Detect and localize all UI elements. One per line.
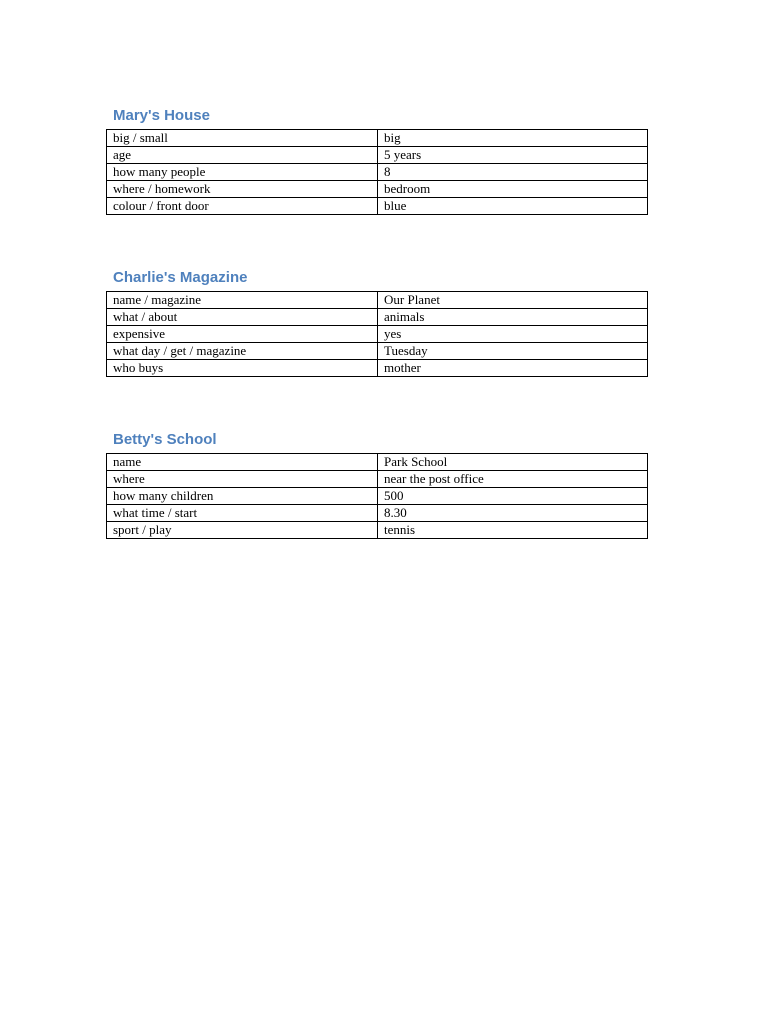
section-heading: Mary's House xyxy=(113,107,210,124)
section-bettys-school xyxy=(106,431,648,539)
section-charlies-magazine xyxy=(106,269,648,377)
table-row xyxy=(107,326,648,343)
table-row xyxy=(107,343,648,360)
prompt-cell: expensive xyxy=(107,326,378,343)
table-row xyxy=(107,471,648,488)
prompt-cell: where xyxy=(107,471,378,488)
answer-cell: Our Planet xyxy=(378,292,648,309)
prompt-cell: name xyxy=(107,454,378,471)
table-row xyxy=(107,522,648,539)
table-row xyxy=(107,198,648,215)
section-heading: Betty's School xyxy=(113,431,217,448)
table-row xyxy=(107,130,648,147)
prompt-cell: sport / play xyxy=(107,522,378,539)
answer-cell: yes xyxy=(378,326,648,343)
answer-cell: 500 xyxy=(378,488,648,505)
prompt-cell: where / homework xyxy=(107,181,378,198)
prompt-cell: how many children xyxy=(107,488,378,505)
answer-cell: Park School xyxy=(378,454,648,471)
prompt-cell: big / small xyxy=(107,130,378,147)
section-marys-house xyxy=(106,107,648,215)
answer-cell: 8.30 xyxy=(378,505,648,522)
table-row xyxy=(107,505,648,522)
prompt-cell: what day / get / magazine xyxy=(107,343,378,360)
prompt-cell: age xyxy=(107,147,378,164)
info-table xyxy=(106,129,648,215)
answer-cell: tennis xyxy=(378,522,648,539)
table-row xyxy=(107,147,648,164)
table-row xyxy=(107,309,648,326)
info-table xyxy=(106,453,648,539)
section-heading: Charlie's Magazine xyxy=(113,269,248,286)
prompt-cell: colour / front door xyxy=(107,198,378,215)
info-table xyxy=(106,291,648,377)
answer-cell: big xyxy=(378,130,648,147)
answer-cell: bedroom xyxy=(378,181,648,198)
table-row xyxy=(107,164,648,181)
prompt-cell: name / magazine xyxy=(107,292,378,309)
answer-cell: mother xyxy=(378,360,648,377)
table-row xyxy=(107,292,648,309)
table-row xyxy=(107,454,648,471)
prompt-cell: what time / start xyxy=(107,505,378,522)
table-row xyxy=(107,360,648,377)
table-row xyxy=(107,488,648,505)
answer-cell: 5 years xyxy=(378,147,648,164)
table-row xyxy=(107,181,648,198)
prompt-cell: who buys xyxy=(107,360,378,377)
prompt-cell: how many people xyxy=(107,164,378,181)
answer-cell: 8 xyxy=(378,164,648,181)
answer-cell: animals xyxy=(378,309,648,326)
prompt-cell: what / about xyxy=(107,309,378,326)
answer-cell: Tuesday xyxy=(378,343,648,360)
answer-cell: blue xyxy=(378,198,648,215)
answer-cell: near the post office xyxy=(378,471,648,488)
